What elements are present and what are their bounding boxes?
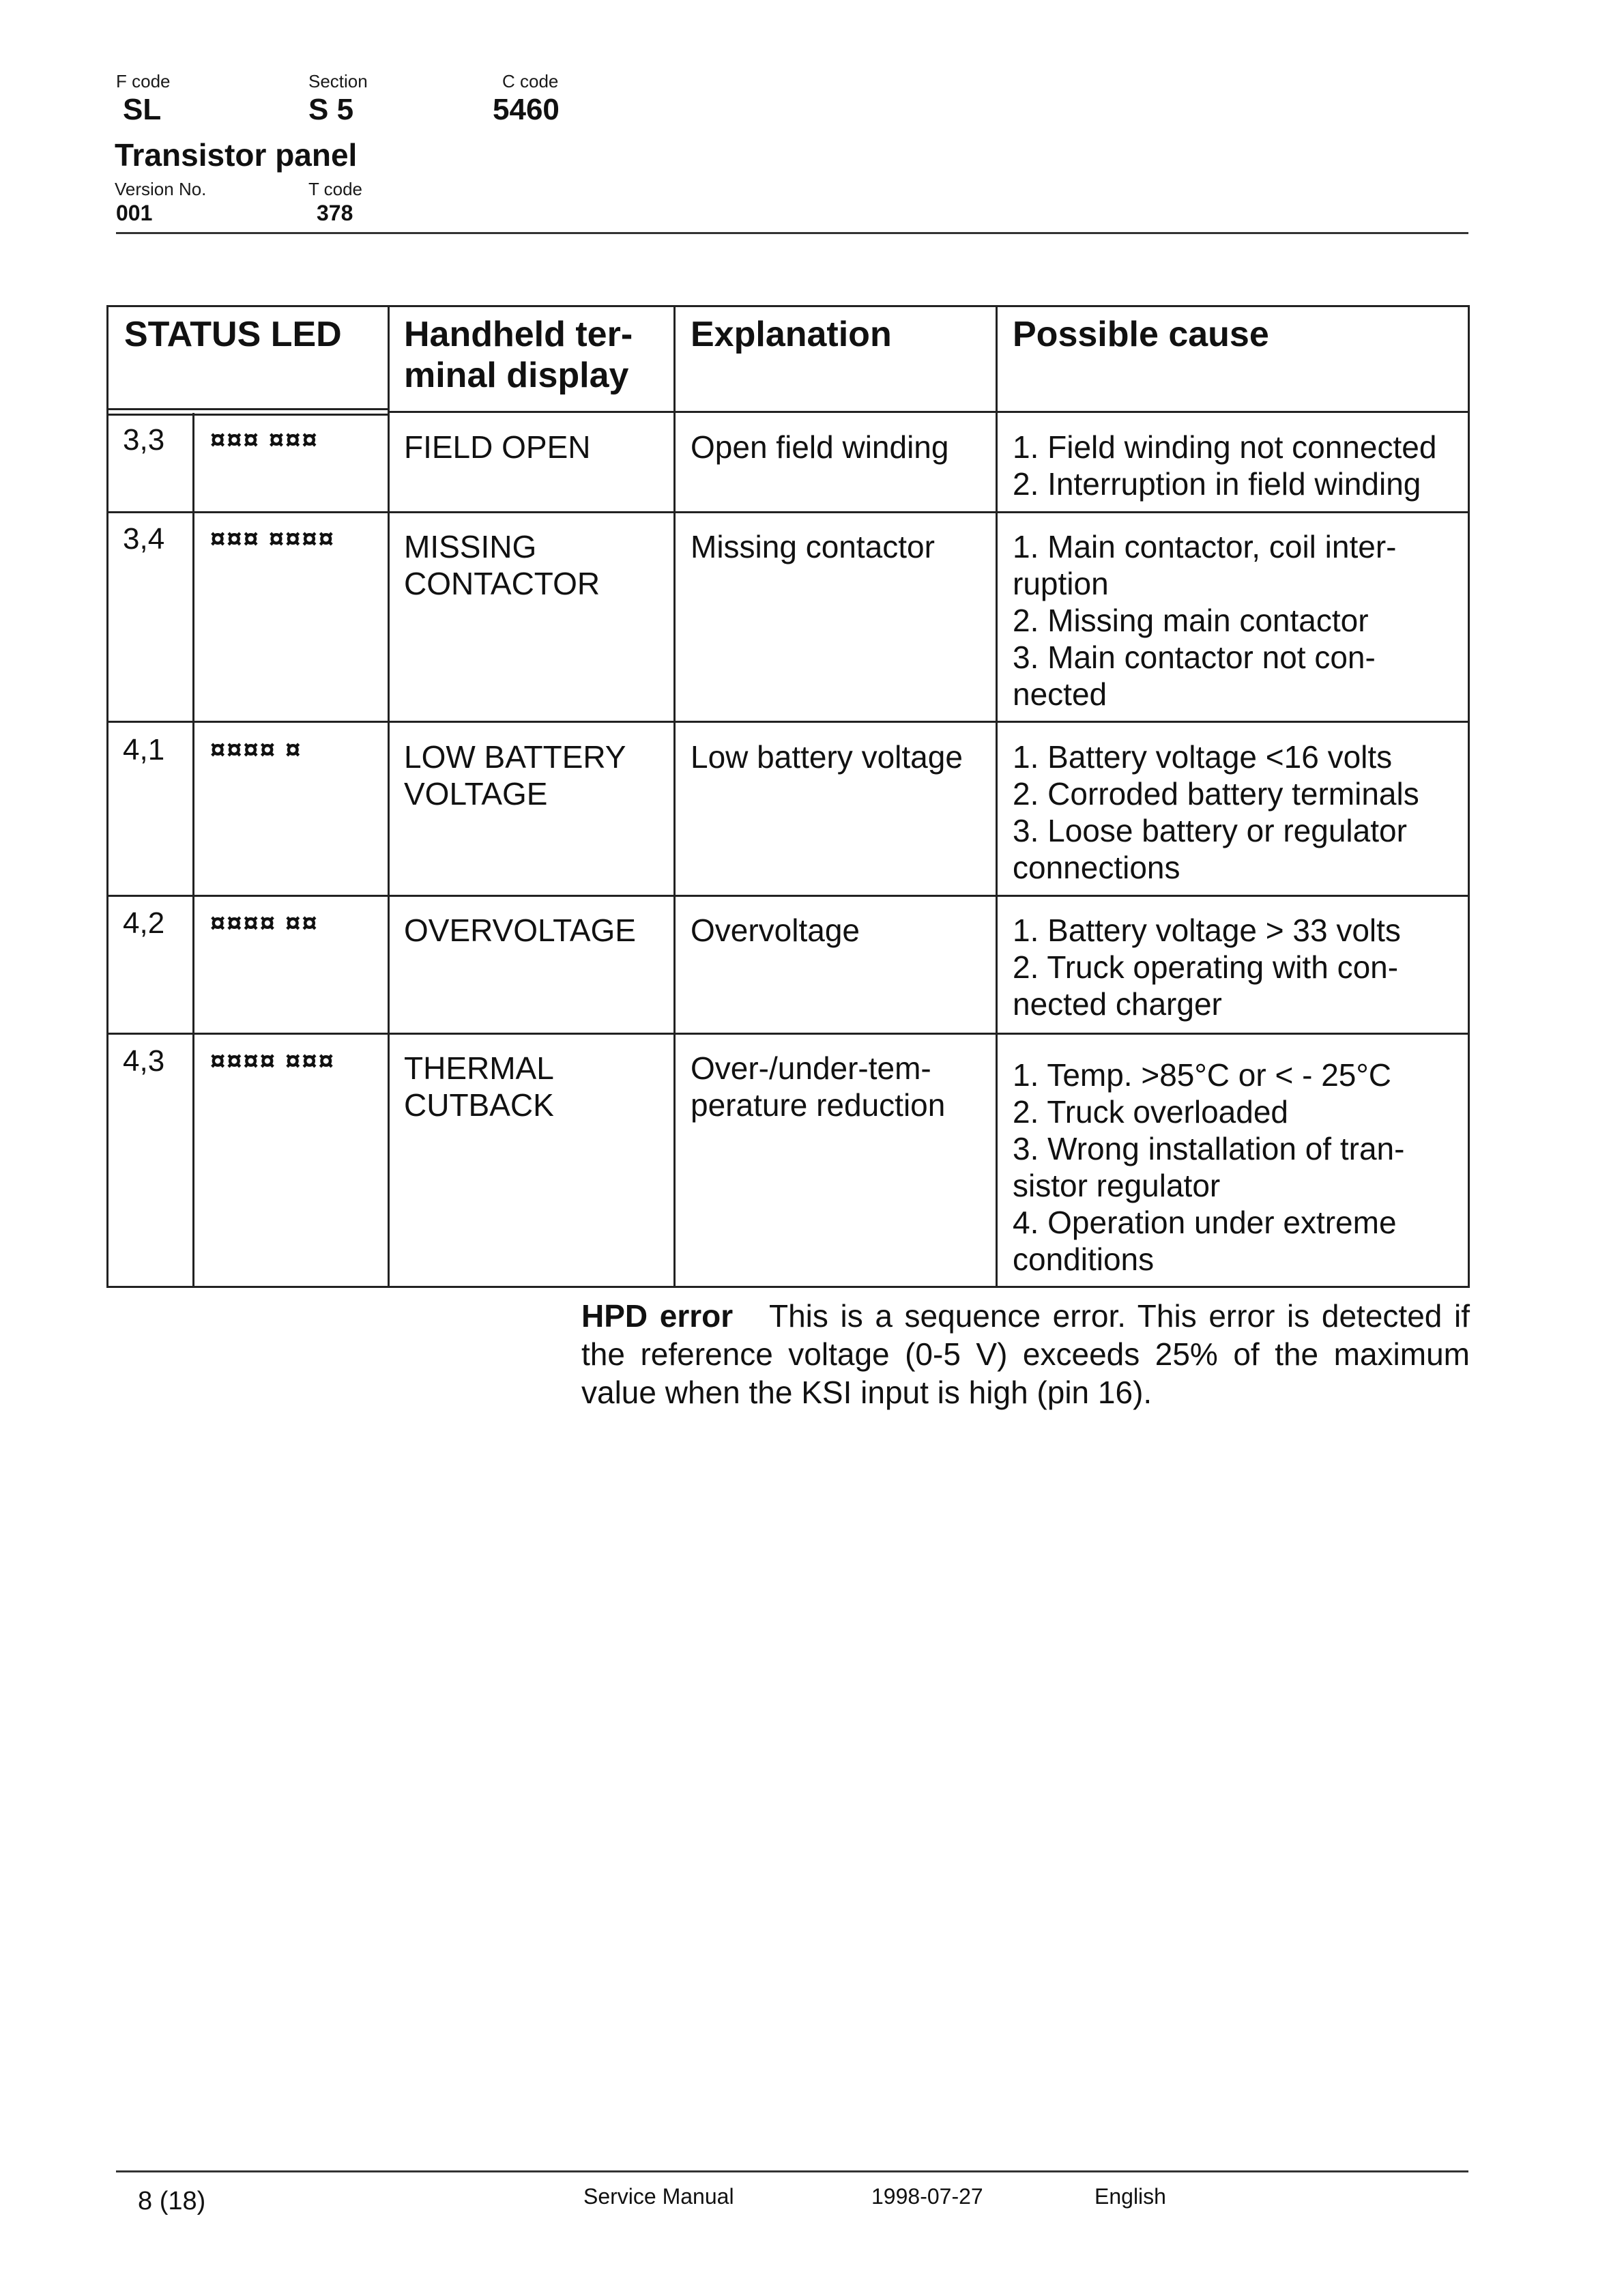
led-code: 4,1 (123, 733, 165, 766)
note-term: HPD error (581, 1298, 734, 1334)
column-divider (388, 305, 390, 1288)
led-blink-pattern: ¤¤¤¤ ¤¤¤ (210, 1046, 335, 1076)
explanation-text: Open field winding (691, 429, 949, 465)
cause-item: 4. Operation under extreme conditions (1013, 1205, 1397, 1277)
explanation-text: Low battery voltage (691, 739, 963, 775)
cause-item: 3. Wrong installation of tran- sistor regulator (1013, 1131, 1405, 1203)
header-rule-bottom (388, 411, 1470, 413)
column-header-explanation: Explanation (691, 315, 892, 354)
version-value: 001 (116, 201, 153, 225)
column-divider (192, 413, 194, 1288)
cause-item: 1. Temp. >85°C or < - 25°C (1013, 1057, 1391, 1093)
possible-cause-list (1013, 528, 1463, 713)
document-type: Service Manual (583, 2184, 734, 2209)
cause-item: 2. Interruption in field winding (1013, 466, 1421, 502)
t-code-value: 378 (317, 201, 353, 225)
possible-cause-list (1013, 912, 1463, 1022)
section-label: Section (308, 71, 368, 91)
page-number: 8 (18) (138, 2187, 206, 2215)
document-language: English (1094, 2184, 1166, 2209)
row-divider (106, 721, 1470, 723)
column-divider (996, 305, 998, 1288)
cause-item: 1. Battery voltage <16 volts (1013, 739, 1393, 775)
cause-item: 3. Main contactor not con- nected (1013, 640, 1376, 712)
header-double-rule (106, 408, 389, 410)
led-code: 4,3 (123, 1044, 165, 1078)
cause-item: 2. Corroded battery terminals (1013, 776, 1419, 812)
row-divider (106, 1033, 1470, 1035)
led-blink-pattern: ¤¤¤ ¤¤¤ (210, 425, 319, 455)
explanation-text: Missing contactor (691, 529, 935, 564)
possible-cause-list (1013, 738, 1463, 886)
led-blink-pattern: ¤¤¤ ¤¤¤¤ (210, 524, 335, 554)
f-code-label: F code (116, 71, 171, 91)
column-header-handheld-display: Handheld ter- minal display (404, 315, 633, 395)
explanation-text: Over-/under-tem- perature reduction (691, 1050, 946, 1123)
c-code-label: C code (502, 71, 559, 91)
c-code-value: 5460 (493, 93, 560, 126)
cause-item: 2. Missing main contactor (1013, 603, 1369, 638)
hpd-error-note (581, 1297, 1470, 1411)
version-label: Version No. (115, 179, 207, 199)
f-code-value: SL (123, 93, 162, 126)
column-divider (673, 305, 676, 1288)
header-double-rule (106, 414, 389, 416)
document-date: 1998-07-27 (871, 2184, 983, 2209)
page-title: Transistor panel (115, 137, 358, 173)
row-divider (106, 895, 1470, 897)
cause-item: 3. Loose battery or regulator connections (1013, 813, 1407, 885)
section-value: S 5 (308, 93, 354, 126)
possible-cause-list (1013, 1057, 1463, 1278)
column-header-possible-cause: Possible cause (1013, 315, 1269, 354)
terminal-display-text: LOW BATTERY VOLTAGE (404, 739, 626, 812)
led-code: 4,2 (123, 906, 165, 940)
possible-cause-list (1013, 429, 1463, 502)
header-rule (116, 232, 1468, 234)
explanation-text: Overvoltage (691, 913, 860, 948)
terminal-display-text: THERMAL CUTBACK (404, 1050, 554, 1123)
t-code-label: T code (308, 179, 363, 199)
terminal-display-text: MISSING CONTACTOR (404, 529, 600, 601)
led-code: 3,3 (123, 423, 165, 457)
footer-rule (116, 2170, 1468, 2172)
led-code: 3,4 (123, 522, 165, 556)
note-text: This is a sequence error. This error is detected if the reference voltage (0-5 V) exceeds 25% of the maximum value when the KSI input is high (pin 16). (581, 1298, 1470, 1410)
cause-item: 2. Truck overloaded (1013, 1094, 1289, 1130)
terminal-display-text: FIELD OPEN (404, 429, 591, 465)
row-divider (106, 511, 1470, 513)
led-blink-pattern: ¤¤¤¤ ¤¤ (210, 908, 319, 938)
terminal-display-text: OVERVOLTAGE (404, 913, 636, 948)
cause-item: 1. Field winding not connected (1013, 429, 1437, 465)
led-blink-pattern: ¤¤¤¤ ¤ (210, 735, 302, 765)
cause-item: 1. Battery voltage > 33 volts (1013, 913, 1401, 948)
cause-item: 2. Truck operating with con- nected charger (1013, 949, 1399, 1022)
cause-item: 1. Main contactor, coil inter- ruption (1013, 529, 1397, 601)
column-header-status-led: STATUS LED (124, 315, 342, 354)
